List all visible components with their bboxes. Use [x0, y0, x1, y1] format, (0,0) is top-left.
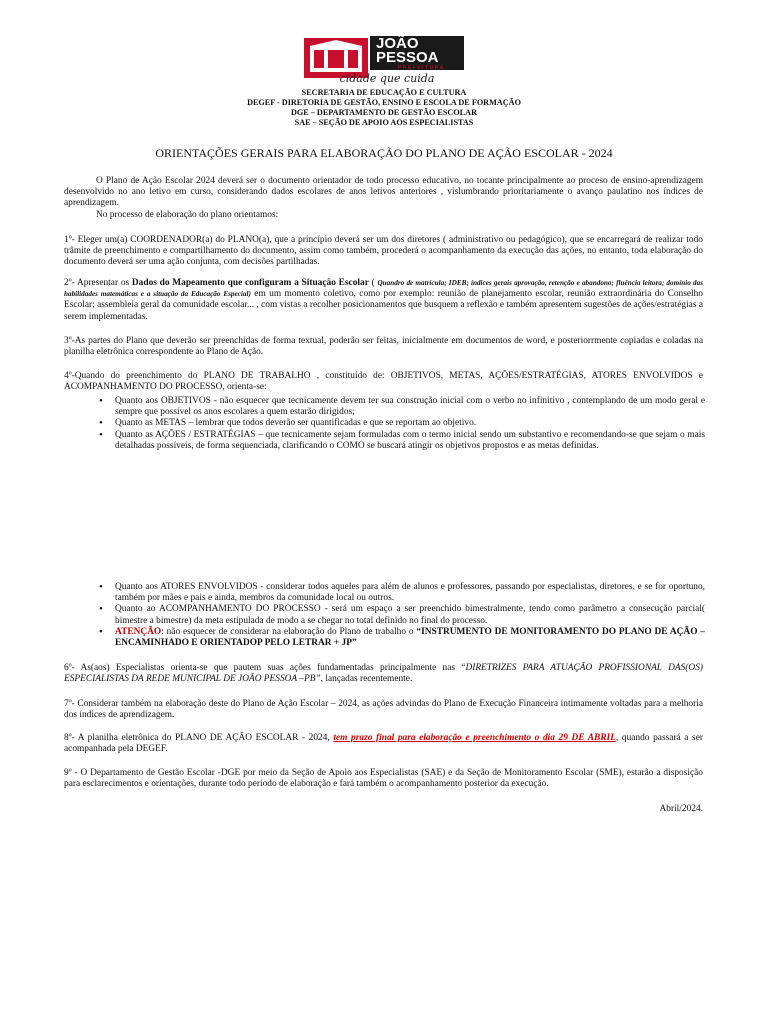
item-3: 3º-As partes do Plano que deverão ser preenchidas de forma textual, poderão ser feitas, inicialmente em documentos de word, e posteriorrmente copiadas e coladas na planilha eletrônica correspondente ao Plano de Ação.	[64, 336, 703, 358]
list-item-attention: • ATENÇÃO: não esquecer de considerar na elaboração do Plano de trabalho o “INSTRUMENTO DE MONITORAMENTO DO PLANO DE AÇÃO – ENCAMINHADO E ORIENTADOP PELO LETRAR + JP”	[115, 627, 705, 649]
document-date: Abril/2024.	[659, 804, 703, 814]
item-4-bullets	[115, 396, 705, 452]
list-item: • Quanto as AÇÕES / ESTRATÉGIAS – que tecnicamente sejam formuladas com o termo inicial sendo um substantivo e recomendando-se que sejam o mais detalhadas possíveis, de forma sequenciada, clarificando o COMO se buscará atingir os objetivos propostos e as metas definidas.	[115, 430, 705, 452]
list-item: • Quanto aos ATORES ENVOLVIDOS - considerar todos aqueles para além de alunos e professores, passando por especialistas, diretores, e se for oportuno, também por mães e pais e ainda, membros da comunidade local ou outros.	[115, 582, 705, 604]
list-item: • Quanto aos OBJETIVOS - não esquecer que tecnicamente devem ter sua construção inicial com o verbo no infinitivo , contemplando de um modo geral e sempre que possível os anos escolares a quem estarão dirigidos;	[115, 396, 705, 418]
list-item: • Quanto as METAS – lembrar que todos deverão ser quantificadas e que se reportam ao objetivo.	[115, 418, 705, 429]
logo-line1: JOÃO	[376, 35, 419, 52]
logo-line2: PESSOA	[376, 49, 439, 66]
header-line-4: SAE – SEÇÃO DE APOIO AOS ESPECIALISTAS	[294, 118, 474, 127]
document-title: ORIENTAÇÕES GERAIS PARA ELABORAÇÃO DO PLANO DE AÇÃO ESCOLAR - 2024	[155, 146, 613, 160]
intro-orientamos: No processo de elaboração do plano orientamos:	[96, 210, 279, 220]
item-4-bullets-continued	[115, 582, 705, 649]
header-line-1: SECRETARIA DE EDUCAÇÃO E CULTURA	[301, 88, 467, 97]
item-1: 1º- Eleger um(a) COORDENADOR(a) do PLANO(a), que a princípio deverá ser um dos diretores ( administrativo ou pedagógico), que se encarregará de realizar todo trâmite de preenchimento e compartilhamento do documento, assim como também, procederá o acompanhamento da execução das ações, no entanto, toda elaboração do documento deverá ser uma ação conjunta, com decisões partilhadas.	[64, 235, 703, 268]
logo-slogan: cidade que cuida	[339, 72, 435, 85]
list-item: • Quanto ao ACOMPANHAMENTO DO PROCESSO - será um espaço a ser preenchido bimestralmente, tendo como parâmetro a consecução parcial( bimestre a bimestre) da meta estipulada de modo a se chegar no total definido no final do processo.	[115, 604, 705, 626]
logo-sub: PREFEITURA	[398, 65, 445, 71]
item-8: 8º- A planilha eletrônica do PLANO DE AÇÃO ESCOLAR - 2024, tem prazo final para elaboração e preenchimento o dia 29 DE ABRIL, quando passará a ser acompanhada pela DEGEF.	[64, 733, 703, 755]
item-4-intro: 4º-Quando do preenchimento do PLANO DE TRABALHO , constituído de: OBJETIVOS, METAS, AÇÕES/ESTRATÉGIAS, ATORES ENVOLVIDOS e ACOMPANHAMENTO DO PROCESSO, orienta-se:	[64, 371, 703, 393]
header-line-3: DGE – DEPARTAMENTO DE GESTÃO ESCOLAR	[290, 108, 477, 117]
item-6: 6º- As(aos) Especialistas orienta-se que pautem suas ações fundamentadas principalmente nas “DIRETRIZES PARA ATUAÇÃO PROFISSIONAL DAS(OS) ESPECIALISTAS DA REDE MUNICIPAL DE JOÃO PESSOA –PB”, lançadas recentemente.	[64, 663, 703, 685]
item-9: 9º - O Departamento de Gestão Escolar -DGE por meio da Seção de Apoio aos Especialistas (SAE) e da Seção de Monitoramento Escolar (SME), estarão a disposição para esclarecimentos e orientações, durante todo período de elaboração e fará também o acompanhamento posterior da execução.	[64, 768, 703, 790]
item-2: 2º- Apresentar os Dados do Mapeamento que configuram a Situação Escolar ( Quandro de matrícula; IDEB; índices gerais aprovação, retenção e abandono; fluência leitora; domínio das habilidades matemáticas e a situação da Educação Especial) em um momento coletivo, como por exemplo: reunião de planejamento escolar, reunião extraordinária do Conselho Escolar; assembleia geral da comunidade escolar... , com vistas a recolher posicionamentos que busquem a reflexão e também apresentem sugestões de ações/estratégias a serem implementadas.	[64, 278, 703, 322]
header-line-2: DEGEF - DIRETORIA DE GESTÃO, ENSINO E ESCOLA DE FORMAÇÃO	[247, 98, 521, 107]
item-7: 7º- Considerar também na elaboração deste do Plano de Ação Escolar – 2024, as ações advindas do Plano de Execução Financeira intimamente voltadas para a melhoria dos índices de aprendizagem.	[64, 699, 703, 721]
intro-paragraph: O Plano de Ação Escolar 2024 deverá ser o documento orientador de todo processo educativo, no tocante principalmente ao proceso de ensino-aprendizagem desenvolvido no ano letivo em curso, considerando dados escolares de anos letivos anteriores , vislumbrando prioritariamente o avanço paulatino nos índices de aprendizagem.	[64, 176, 703, 209]
prefeitura-logo	[300, 34, 468, 86]
